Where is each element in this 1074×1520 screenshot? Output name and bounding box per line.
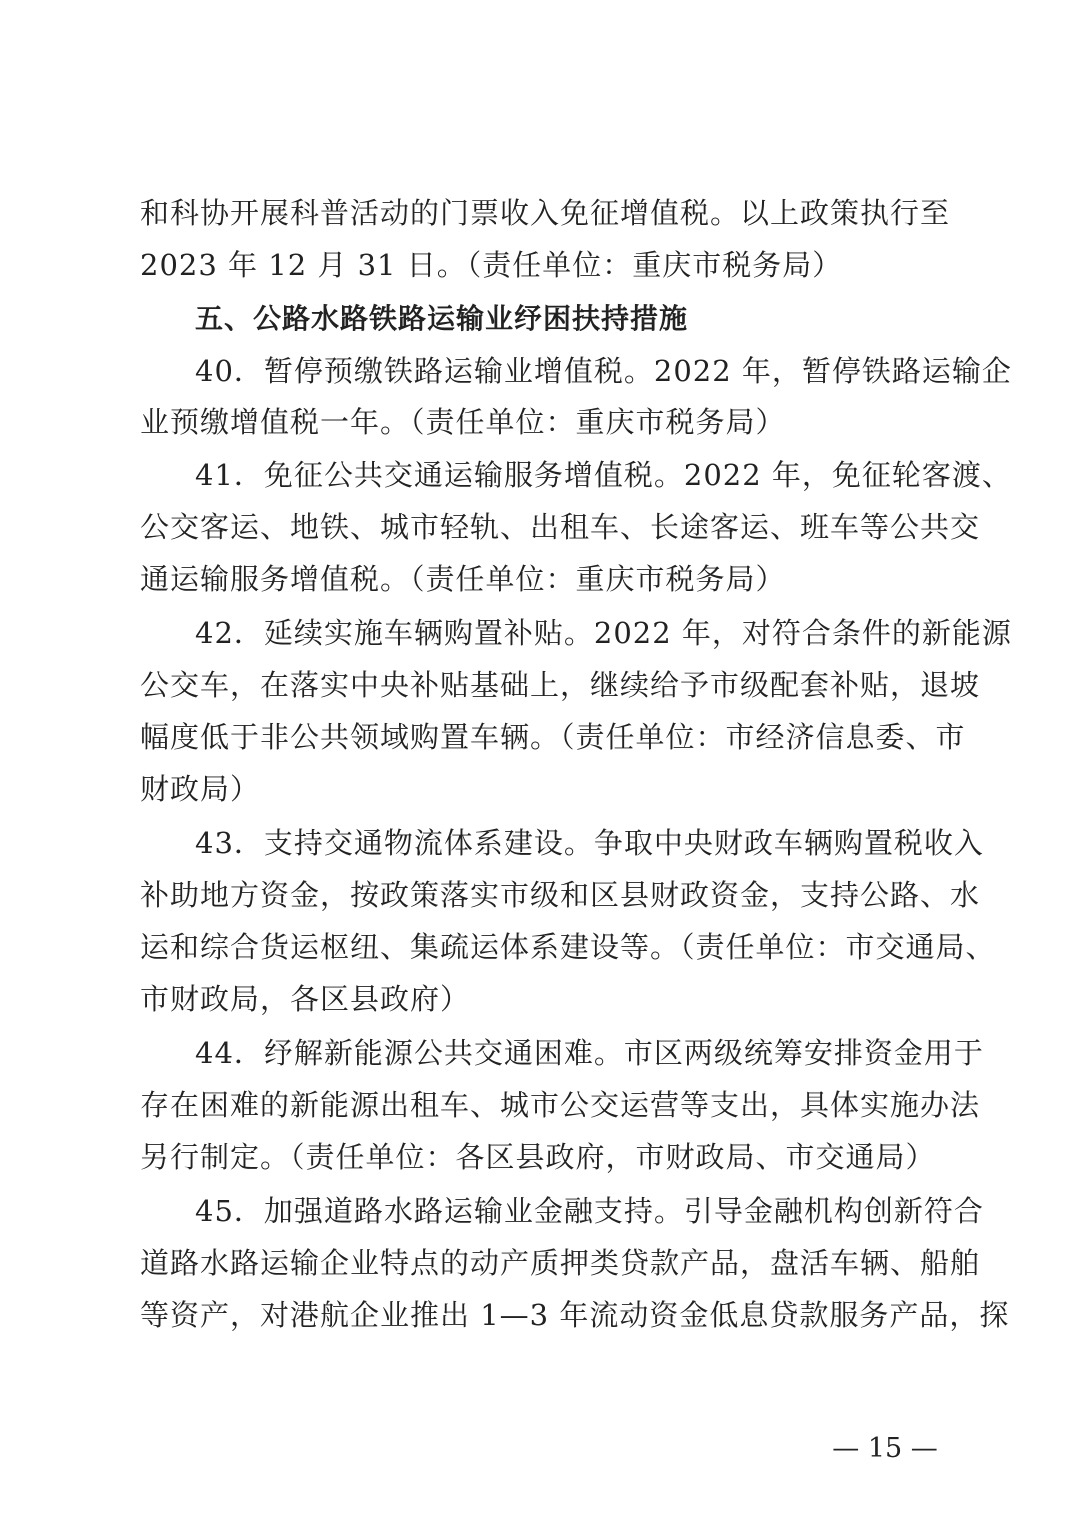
body-text-line: 公交客运、地铁、城市轻轨、出租车、长途客运、班车等公共交 — [140, 510, 981, 544]
page-number: — 15 — — [832, 1433, 938, 1464]
body-text-line: 业预缴增值税一年。（责任单位：重庆市税务局） — [140, 405, 786, 439]
body-text-line: 存在困难的新能源出租车、城市公交运营等支出，具体实施办法 — [140, 1088, 981, 1122]
body-text-line: 另行制定。（责任单位：各区县政府，市财政局、市交通局） — [140, 1140, 936, 1174]
paragraph-first-line: 42．延续实施车辆购置补贴。2022 年，对符合条件的新能源 — [195, 616, 1012, 650]
body-text-line: 通运输服务增值税。（责任单位：重庆市税务局） — [140, 562, 786, 596]
paragraph-first-line: 45．加强道路水路运输业金融支持。引导金融机构创新符合 — [195, 1194, 984, 1228]
body-text-line: 2023 年 12 月 31 日。（责任单位：重庆市税务局） — [140, 248, 843, 282]
body-text-line: 幅度低于非公共领域购置车辆。（责任单位：市经济信息委、市 — [140, 720, 966, 754]
body-text-line: 和科协开展科普活动的门票收入免征增值税。以上政策执行至 — [140, 196, 951, 230]
body-text-line: 市财政局，各区县政府） — [140, 982, 471, 1016]
body-text-line: 等资产，对港航企业推出 1—3 年流动资金低息贷款服务产品，探 — [140, 1298, 1010, 1332]
body-text-line: 补助地方资金，按政策落实市级和区县财政资金，支持公路、水 — [140, 878, 981, 912]
body-text-line: 公交车，在落实中央补贴基础上，继续给予市级配套补贴，退坡 — [140, 668, 981, 702]
paragraph-first-line: 43．支持交通物流体系建设。争取中央财政车辆购置税收入 — [195, 826, 984, 860]
section-heading: 五、公路水路铁路运输业纾困扶持措施 — [195, 302, 689, 335]
body-text-line: 财政局） — [140, 772, 261, 806]
paragraph-first-line: 44．纾解新能源公共交通困难。市区两级统筹安排资金用于 — [195, 1036, 984, 1070]
paragraph-first-line: 40．暂停预缴铁路运输业增值税。2022 年，暂停铁路运输企 — [195, 354, 1012, 388]
body-text-line: 道路水路运输企业特点的动产质押类贷款产品，盘活车辆、船舶 — [140, 1246, 981, 1280]
paragraph-first-line: 41．免征公共交通运输服务增值税。2022 年，免征轮客渡、 — [195, 458, 1012, 492]
body-text-line: 运和综合货运枢纽、集疏运体系建设等。（责任单位：市交通局、 — [140, 930, 996, 964]
